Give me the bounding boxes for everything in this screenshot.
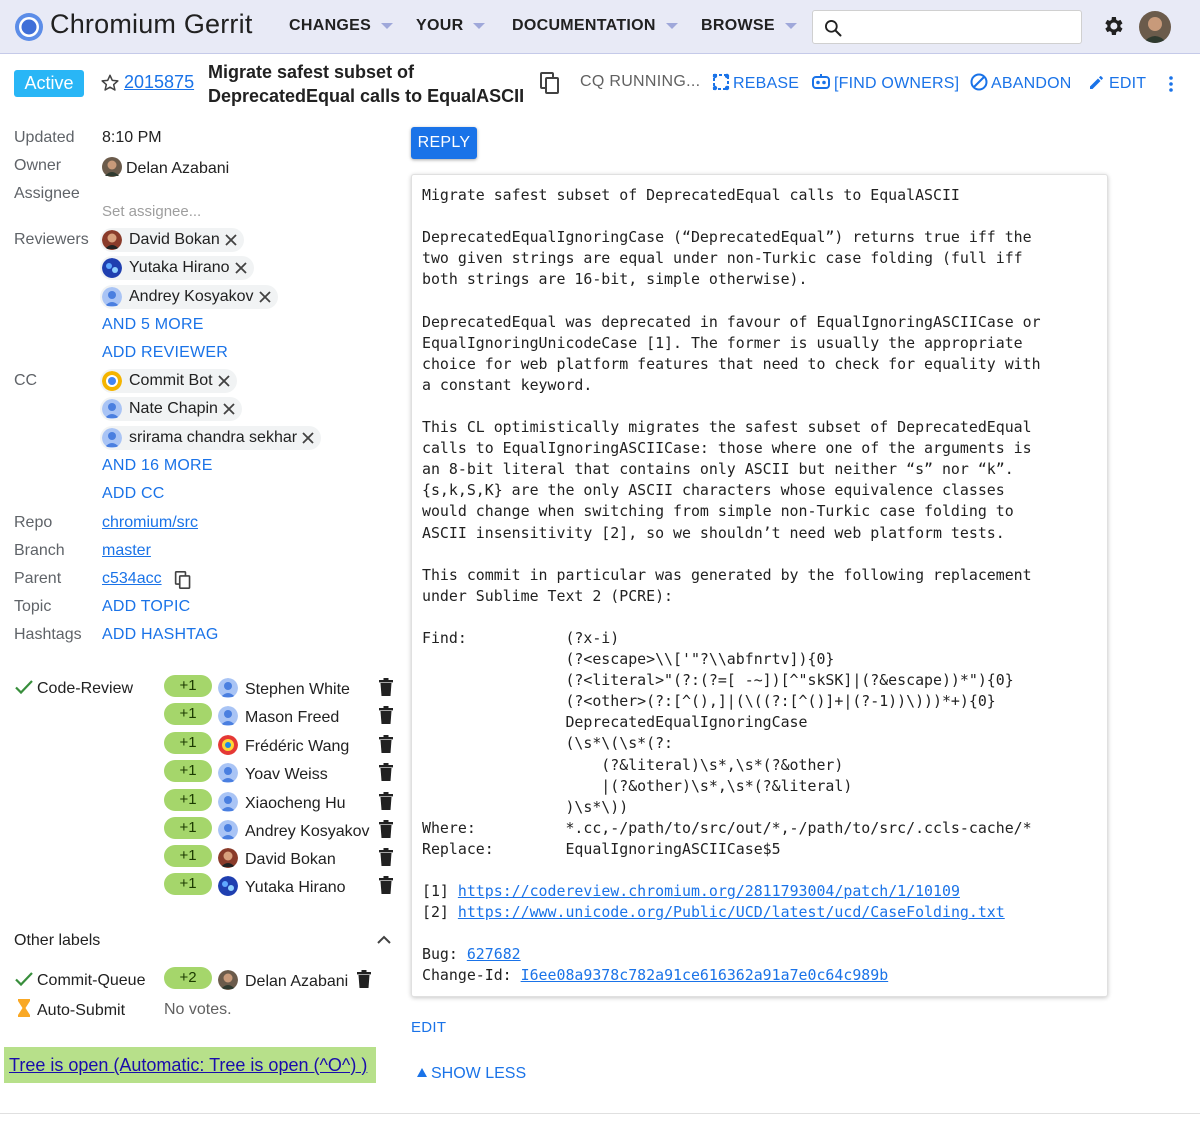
voter[interactable] — [218, 763, 328, 784]
gear-icon[interactable] — [1101, 14, 1125, 38]
add-cc-button[interactable]: ADD CC — [102, 485, 165, 502]
voter[interactable] — [218, 820, 370, 841]
cc-name: srirama chandra sekhar — [129, 429, 298, 446]
avatar — [218, 763, 238, 783]
commit-queue-label — [14, 970, 145, 990]
voter[interactable] — [218, 876, 346, 897]
nav-your-label: YOUR — [416, 17, 464, 34]
commit-message-panel — [411, 174, 1108, 997]
vote-chip: +1 — [164, 703, 212, 725]
block-icon — [970, 73, 988, 91]
vote-chip: +1 — [164, 732, 212, 754]
commit-queue-label-text: Commit-Queue — [37, 972, 146, 989]
nav-browse[interactable] — [701, 17, 797, 35]
voter-name: Mason Freed — [245, 709, 340, 726]
cc-chip[interactable] — [100, 426, 321, 450]
repo-link[interactable]: chromium/src — [102, 514, 199, 531]
close-icon[interactable] — [234, 261, 248, 275]
change-id-label: Change-Id: — [422, 966, 521, 985]
add-reviewer-button[interactable]: ADD REVIEWER — [102, 344, 228, 361]
vote-chip: +1 — [164, 845, 212, 867]
trash-icon[interactable] — [378, 848, 394, 866]
owner-name: Delan Azabani — [126, 160, 230, 177]
avatar — [218, 970, 238, 990]
search-icon — [823, 18, 843, 38]
avatar — [102, 258, 122, 278]
updated-value: 8:10 PM — [102, 129, 162, 146]
reviewer-chip[interactable] — [100, 228, 244, 252]
commit-message-body: Migrate safest subset of DeprecatedEqual calls to EqualASCII DeprecatedEqualIgnoringCase (“DeprecatedEqual”) returns true iff the two given strings are equal under non-Turkic case folding (full iff both strings are 16-bit, simple otherwise). DeprecatedEqual was deprecated in favour of EqualIgnoringASCIICase or EqualIgnoringUnicodeCase [1]. The former is usually the appropriate choice for web platform features that need to check for equality with a constant keyword. This CL optimistically migrates the safest subset of DeprecatedEqual calls to EqualIgnoringASCIICase: those where one of the arguments is an 8-bit literal that contains only ASCII but neither “s” nor “k”. {s,k,S,K} are the only ASCII characters whose equivalence classes would change when switching from simple non-Turkic case folding to ASCII insensitivity [2], so we shouldn’t need web platform tests. This commit in particular was generated by the following replacement under Sublime Text 2 (PCRE): Find: (?x-i) (?<escape>\\['"?\\abfnrtv]){0} (?<literal>"(?:(?=[ -~])[^"skSK]|(?&escape))*"){0} (?<other>(?:[^(),]|(\((?:[^()]+|(?-1))\)))*+){0} DeprecatedEqualIgnoringCase (\s*\(\s*(?: (?&literal)\s*,\s*(?&other) |(?&other)\s*,\s*(?&literal) )\s*\)) Where: *.cc,-/path/to/src/out/*,-/path/to/src/.ccls-cache/* Replace: EqualIgnoringASCIICase$5 — [422, 186, 1041, 858]
voter-name: Frédéric Wang — [245, 738, 350, 755]
trash-icon[interactable] — [378, 792, 394, 810]
trash-icon[interactable] — [378, 820, 394, 838]
voter-name: David Bokan — [245, 851, 336, 868]
owner-label: Owner — [14, 157, 62, 174]
code-review-label — [14, 678, 133, 698]
reviewers-more-button[interactable]: AND 5 MORE — [102, 316, 204, 333]
top-header — [0, 0, 1200, 54]
voter[interactable] — [218, 735, 349, 756]
more-vert-icon[interactable] — [1164, 74, 1178, 94]
avatar — [102, 157, 122, 177]
chevron-down-icon — [666, 23, 678, 29]
trash-icon[interactable] — [378, 876, 394, 894]
nav-browse-label: BROWSE — [701, 17, 775, 34]
chevron-down-icon — [381, 23, 393, 29]
rebase-icon — [712, 73, 730, 91]
reference-1-prefix: [1] — [422, 882, 458, 901]
search-input[interactable] — [853, 15, 1073, 39]
edit-message-button[interactable]: EDIT — [411, 1019, 447, 1036]
edit-change-label: EDIT — [1109, 75, 1147, 92]
reference-2-link[interactable]: https://www.unicode.org/Public/UCD/latest/ucd/CaseFolding.txt — [457, 903, 1005, 922]
find-owners-button[interactable] — [811, 73, 959, 93]
avatar — [102, 399, 122, 419]
updated-label: Updated — [14, 129, 75, 146]
reviewer-name: Yutaka Hirano — [129, 259, 230, 276]
cc-name: Nate Chapin — [129, 400, 218, 417]
branch-label: Branch — [14, 542, 65, 559]
branch-link[interactable]: master — [102, 542, 151, 559]
copy-icon[interactable] — [174, 570, 192, 590]
checkmark-icon — [14, 678, 34, 696]
show-less-label: SHOW LESS — [431, 1065, 527, 1082]
avatar — [102, 287, 122, 307]
cc-label: CC — [14, 372, 38, 389]
reviewer-chip[interactable] — [100, 285, 278, 309]
find-owners-label: [FIND OWNERS] — [834, 75, 960, 92]
trash-icon[interactable] — [378, 678, 394, 696]
reviewer-name: David Bokan — [129, 231, 220, 248]
avatar — [102, 230, 122, 250]
copy-icon[interactable] — [539, 71, 561, 95]
bug-label: Bug: — [422, 945, 467, 964]
voter-name: Andrey Kosyakov — [245, 823, 370, 840]
avatar — [218, 848, 238, 868]
avatar — [218, 876, 238, 896]
change-subject-line2: DeprecatedEqual calls to EqualASCII — [208, 86, 525, 106]
cc-more-button[interactable]: AND 16 MORE — [102, 457, 213, 474]
nav-changes-label: CHANGES — [289, 17, 372, 34]
trash-icon[interactable] — [378, 706, 394, 724]
avatar — [218, 706, 238, 726]
voter[interactable] — [218, 848, 336, 869]
voter-name: Stephen White — [245, 681, 350, 698]
avatar — [218, 678, 238, 698]
checkmark-icon — [14, 970, 34, 988]
nav-your[interactable] — [416, 17, 485, 35]
close-icon[interactable] — [258, 290, 272, 304]
robot-icon — [811, 73, 831, 91]
parent-link[interactable]: c534acc — [102, 570, 162, 587]
hashtags-label: Hashtags — [14, 626, 82, 643]
tree-status-banner — [4, 1047, 376, 1083]
avatar — [102, 428, 122, 448]
avatar — [218, 820, 238, 840]
voter[interactable] — [218, 706, 339, 727]
reviewer-name: Andrey Kosyakov — [129, 288, 254, 305]
add-topic-button[interactable]: ADD TOPIC — [102, 598, 191, 615]
trash-icon[interactable] — [378, 735, 394, 753]
voter-name: Yutaka Hirano — [245, 879, 346, 896]
reply-button[interactable]: REPLY — [411, 127, 477, 159]
code-review-label-text: Code-Review — [37, 680, 134, 697]
owner-value[interactable] — [102, 157, 229, 178]
reviewers-label: Reviewers — [14, 231, 89, 248]
bug-link[interactable]: 627682 — [466, 945, 521, 964]
hourglass-icon — [14, 998, 34, 1018]
rebase-label: REBASE — [733, 75, 800, 92]
voter-name: Delan Azabani — [245, 973, 349, 990]
rebase-button[interactable] — [712, 73, 799, 93]
change-id-link[interactable]: I6ee08a9378c782a91ce616362a91a7e0c64c989b — [520, 966, 889, 985]
avatar — [218, 792, 238, 812]
close-icon[interactable] — [224, 233, 238, 247]
tree-status-link[interactable]: Tree is open (Automatic: Tree is open (^O^) ) — [9, 1055, 368, 1075]
abandon-label: ABANDON — [991, 75, 1072, 92]
avatar — [218, 735, 238, 755]
vote-chip: +1 — [164, 873, 212, 895]
status-badge: Active — [14, 70, 84, 97]
vote-chip: +2 — [164, 967, 212, 989]
commit-message — [422, 185, 1041, 987]
voter-name: Xiaocheng Hu — [245, 795, 346, 812]
assignee-label: Assignee — [14, 185, 80, 202]
app-title[interactable]: Chromium Gerrit — [50, 9, 253, 39]
change-number-link[interactable]: 2015875 — [124, 72, 195, 92]
add-hashtag-button[interactable]: ADD HASHTAG — [102, 626, 219, 643]
auto-submit-label — [14, 998, 125, 1020]
voter-name: Yoav Weiss — [245, 766, 328, 783]
topic-label: Topic — [14, 598, 52, 615]
change-subject-line1: Migrate safest subset of — [208, 62, 415, 82]
change-subject — [208, 60, 528, 108]
trash-icon[interactable] — [356, 970, 372, 988]
user-avatar[interactable] — [1139, 11, 1171, 43]
close-icon[interactable] — [222, 402, 236, 416]
nav-documentation[interactable] — [512, 17, 678, 35]
cq-status: CQ RUNNING... — [580, 73, 701, 90]
nav-changes[interactable] — [289, 17, 393, 35]
abandon-button[interactable] — [970, 73, 1072, 93]
auto-submit-label-text: Auto-Submit — [37, 1002, 126, 1019]
vote-chip: +1 — [164, 760, 212, 782]
other-labels-title: Other labels — [14, 932, 101, 949]
chevron-up-icon[interactable] — [376, 933, 392, 947]
voter[interactable] — [218, 678, 350, 699]
search-box[interactable] — [812, 10, 1082, 44]
edit-change-button[interactable] — [1088, 73, 1146, 93]
voter[interactable] — [218, 792, 346, 813]
voter[interactable] — [218, 970, 348, 991]
vote-chip: +1 — [164, 789, 212, 811]
no-votes-text: No votes. — [164, 1001, 232, 1018]
trash-icon[interactable] — [378, 763, 394, 781]
parent-label: Parent — [14, 570, 62, 587]
vote-chip: +1 — [164, 675, 212, 697]
reference-2-prefix: [2] — [422, 903, 458, 922]
chevron-down-icon — [473, 23, 485, 29]
chromium-logo-icon[interactable] — [14, 12, 44, 42]
cc-chip[interactable] — [100, 397, 242, 421]
close-icon[interactable] — [217, 374, 231, 388]
cc-chip[interactable] — [100, 369, 237, 393]
reviewer-chip[interactable] — [100, 256, 254, 280]
show-less-button[interactable] — [416, 1065, 526, 1083]
vote-chip: +1 — [164, 817, 212, 839]
star-outline-icon[interactable] — [100, 73, 120, 93]
nav-documentation-label: DOCUMENTATION — [512, 17, 656, 34]
cc-name: Commit Bot — [129, 372, 213, 389]
chevron-down-icon — [785, 23, 797, 29]
pencil-icon — [1088, 73, 1106, 91]
triangle-up-icon — [416, 1067, 428, 1078]
divider — [0, 1113, 1200, 1114]
repo-label: Repo — [14, 514, 53, 531]
close-icon[interactable] — [301, 431, 315, 445]
reference-1-link[interactable]: https://codereview.chromium.org/2811793004/patch/1/10109 — [457, 882, 960, 901]
avatar — [102, 371, 122, 391]
assignee-input[interactable]: Set assignee... — [102, 203, 202, 220]
